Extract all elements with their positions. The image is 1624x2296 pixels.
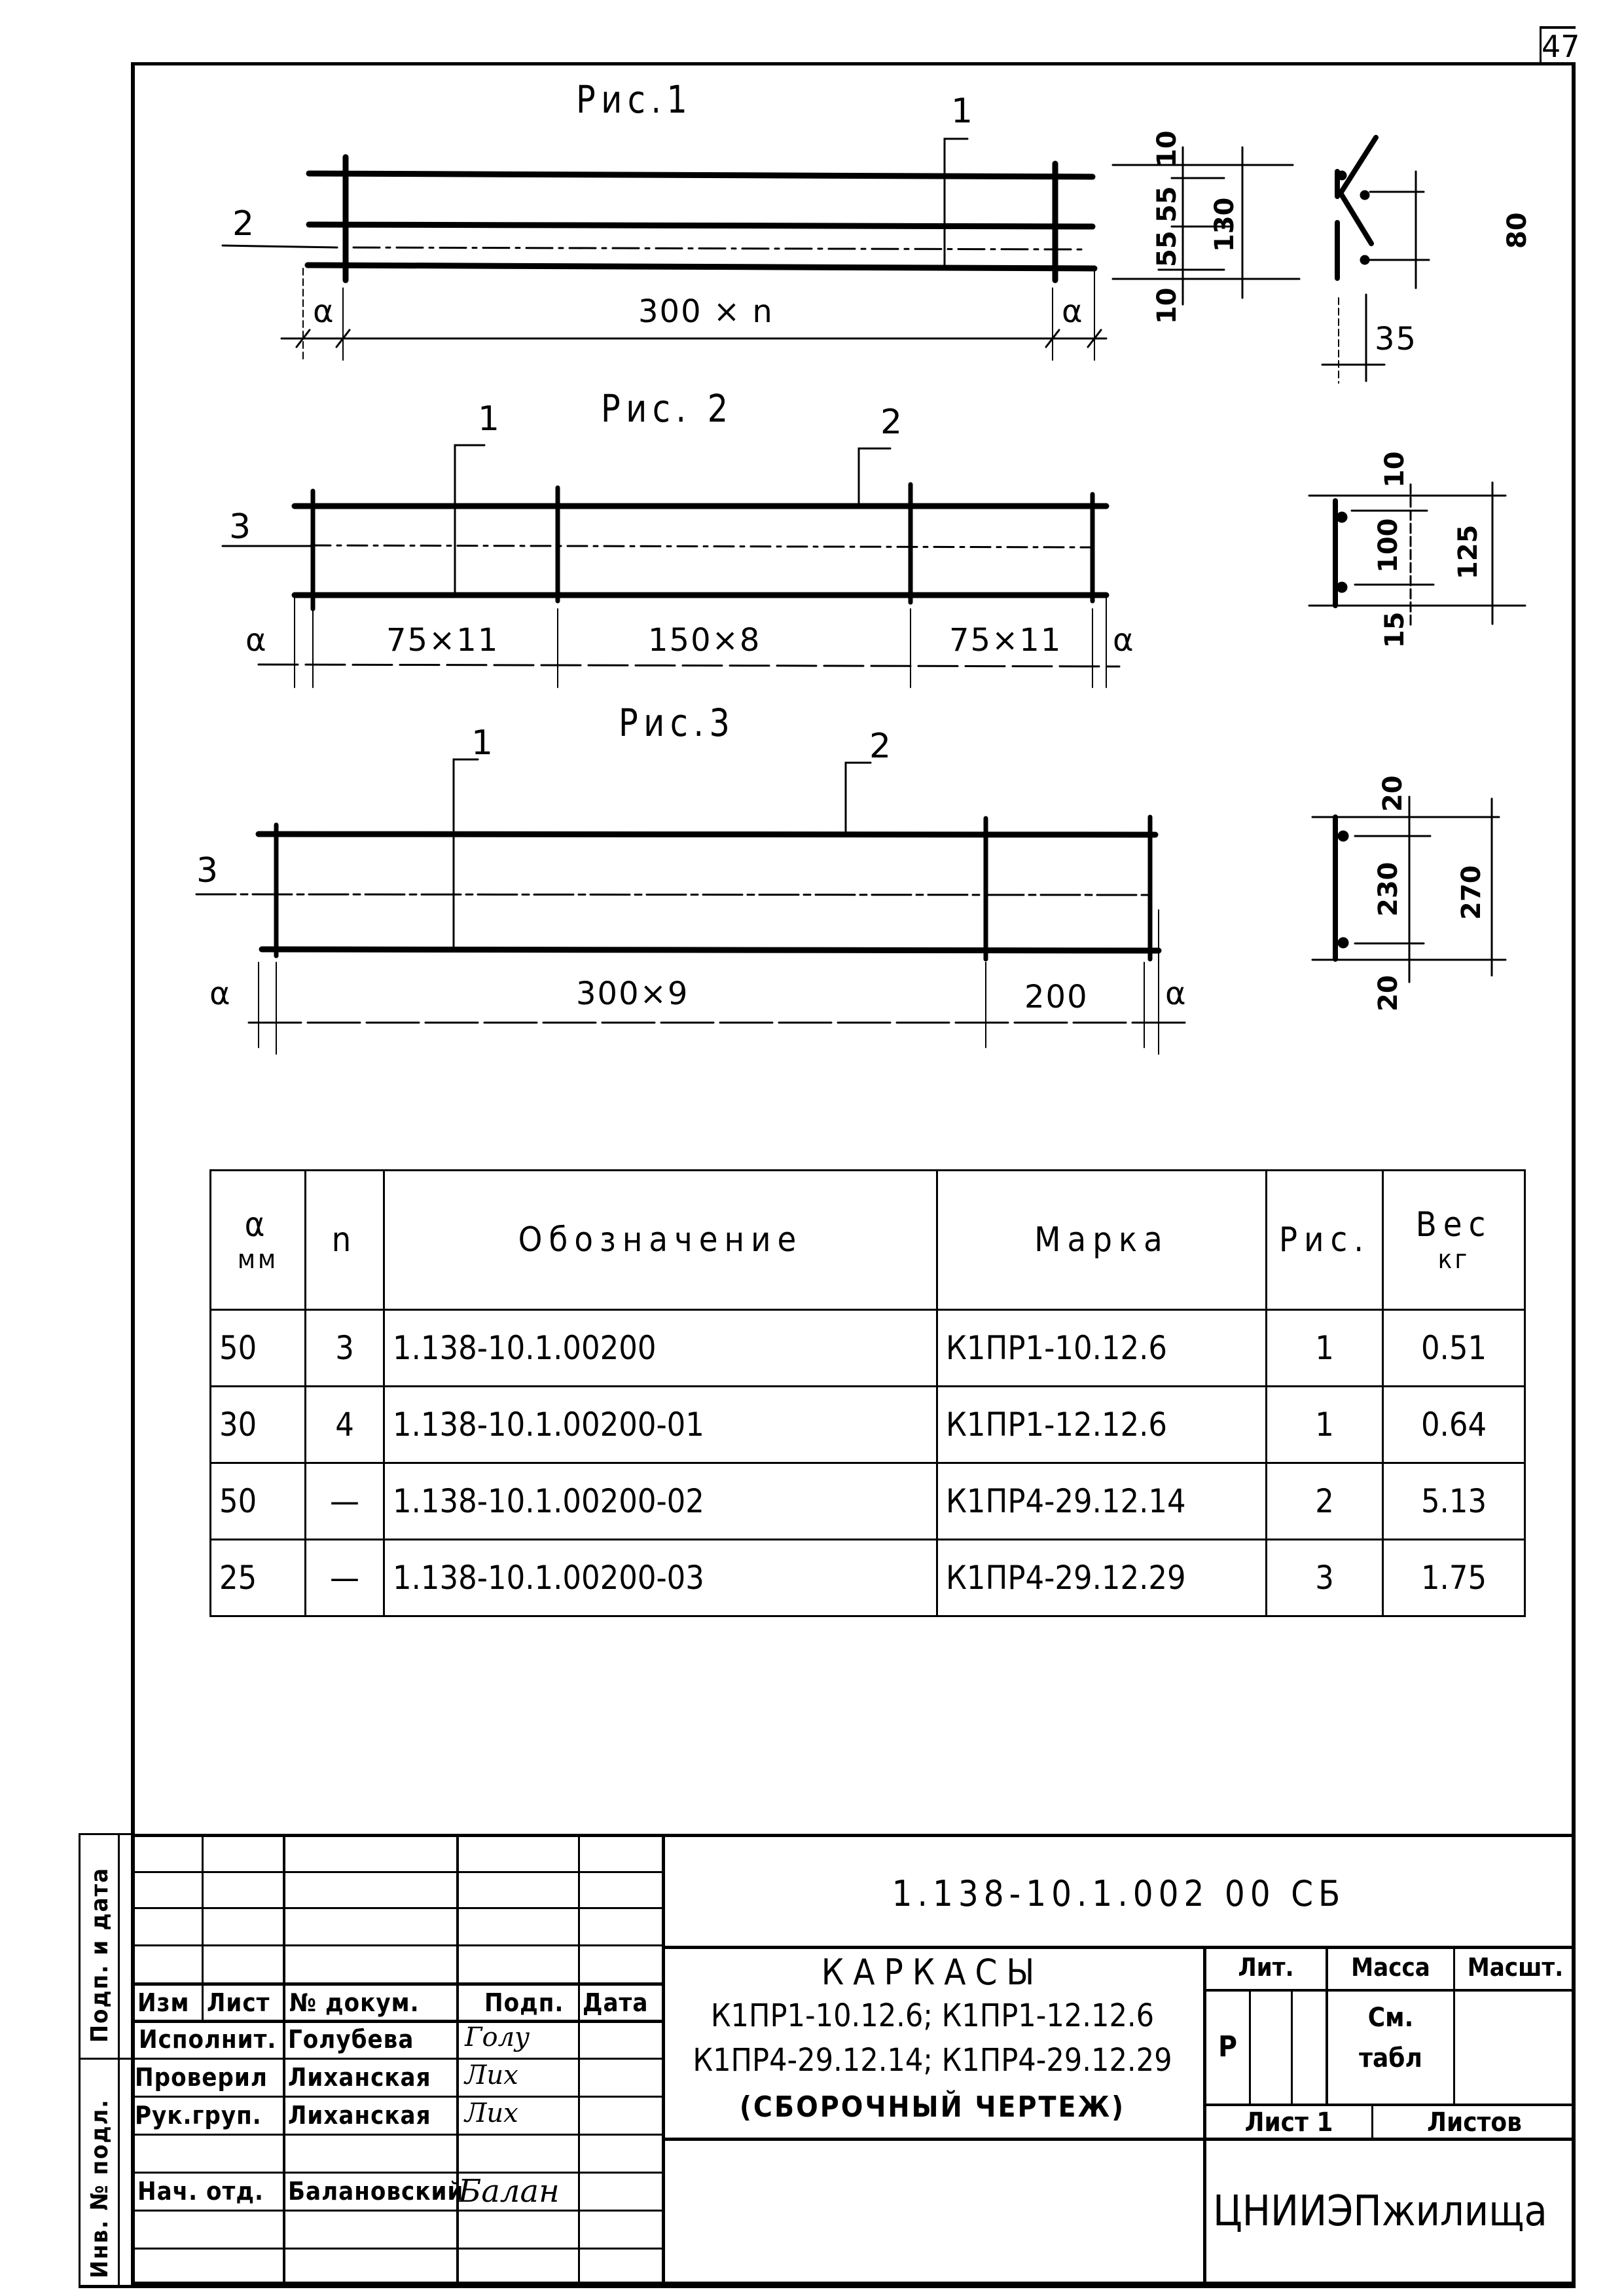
- page-number: 47: [1540, 26, 1576, 64]
- role-checker: Проверил: [135, 2063, 268, 2092]
- title-line-2: К1ПР4-29.12.14; К1ПР4-29.12.29: [693, 2042, 1172, 2079]
- fig2-end-dim-right: α: [1113, 622, 1135, 659]
- name-group-lead: Лиханская: [288, 2101, 431, 2130]
- fig3-end-dim-left: α: [209, 975, 232, 1012]
- fig1-dim-b: 55: [1152, 230, 1182, 267]
- cell-mark: К1ПР4-29.12.29: [937, 1540, 1267, 1616]
- fig3-dim-1: 300×9: [576, 975, 689, 1012]
- header-izm: Изм: [137, 1988, 190, 2017]
- margin-inv-no: Инв. № подл.: [86, 2098, 113, 2278]
- fig1-end-dim-right: α: [1062, 293, 1084, 330]
- cell-mark: К1ПР1-10.12.6: [937, 1310, 1267, 1387]
- fig2-end-dim-left: α: [245, 622, 268, 659]
- header-list: Лист: [207, 1988, 270, 2017]
- fig1-dim-a: 55: [1152, 186, 1182, 223]
- spec-table-header: [211, 1171, 1525, 1310]
- header-n: n: [306, 1171, 384, 1310]
- cell-n: 4: [306, 1387, 384, 1463]
- cell-fig: 2: [1267, 1463, 1383, 1540]
- fig1-angle-height: 80: [1502, 212, 1532, 249]
- cell-fig: 1: [1267, 1310, 1383, 1387]
- fig2-section: [1309, 483, 1525, 629]
- fig2-dim-3: 75×11: [949, 622, 1062, 659]
- signature-group-lead: Лих: [465, 2098, 518, 2128]
- mass-value-line-1: См.: [1367, 2003, 1414, 2033]
- fig2-dim-total: 125: [1453, 524, 1483, 579]
- role-executor: Исполнит.: [139, 2025, 277, 2054]
- title-line-3: (СБОРОЧНЫЙ ЧЕРТЕЖ): [739, 2090, 1126, 2124]
- cell-weight: 0.51: [1383, 1310, 1525, 1387]
- bottom-border: [79, 2285, 1576, 2288]
- signature-dept-head: Балан: [458, 2173, 560, 2210]
- fig1-end-dim-left: α: [313, 293, 335, 330]
- header-a: α мм: [211, 1171, 306, 1310]
- fig3-dim-2: 200: [1024, 979, 1089, 1015]
- organization-name: ЦНИИЭПжилища: [1213, 2187, 1547, 2236]
- cell-a: 25: [211, 1540, 306, 1616]
- fig3-dim-mid: 230: [1373, 862, 1403, 917]
- header-sign: Подп.: [484, 1988, 564, 2017]
- header-fig: Рис.: [1267, 1171, 1383, 1310]
- fig3-callout-3: 3: [196, 851, 219, 890]
- cell-designation: 1.138-10.1.00200-02: [384, 1463, 937, 1540]
- fig2-title: Рис. 2: [601, 386, 734, 431]
- sheet-label: Лист 1: [1244, 2107, 1333, 2138]
- sheets-label: Листов: [1427, 2107, 1522, 2138]
- mass-label: Масса: [1351, 1953, 1430, 1982]
- cell-weight: 1.75: [1383, 1540, 1525, 1616]
- cell-n: —: [306, 1463, 384, 1540]
- fig2-dim-mid: 100: [1373, 518, 1403, 573]
- title-block: [131, 1834, 1576, 2285]
- cell-n: —: [306, 1540, 384, 1616]
- cell-a: 30: [211, 1387, 306, 1463]
- signature-executor: Голу: [465, 2022, 530, 2052]
- lit-label: Лит.: [1238, 1953, 1294, 1982]
- fig3-callout-2: 2: [869, 727, 892, 766]
- fig3-end-dim-right: α: [1165, 975, 1187, 1012]
- cell-weight: 5.13: [1383, 1463, 1525, 1540]
- fig3-title: Рис.3: [619, 701, 736, 745]
- cell-weight: 0.64: [1383, 1387, 1525, 1463]
- header-weight: Вес кг: [1383, 1171, 1525, 1310]
- spec-table: [209, 1169, 1526, 1617]
- lit-value: Р: [1218, 2030, 1237, 2064]
- fig2-dim-1: 75×11: [386, 622, 499, 659]
- document-code: 1.138-10.1.002 00 СБ: [892, 1873, 1346, 1914]
- fig1-dim-top: 10: [1152, 130, 1182, 167]
- fig1-callout-2: 2: [232, 204, 255, 244]
- name-checker: Лиханская: [288, 2063, 431, 2092]
- fig2-callout-1: 1: [478, 399, 500, 439]
- fig1-length-dim: 300 × n: [638, 293, 774, 330]
- signature-checker: Лих: [465, 2060, 518, 2090]
- title-main: КАРКАСЫ: [821, 1952, 1044, 1993]
- cell-designation: 1.138-10.1.00200-01: [384, 1387, 937, 1463]
- fig1-dim-total: 130: [1210, 197, 1240, 252]
- fig1-title: Рис.1: [576, 77, 693, 122]
- cell-mark: К1ПР4-29.12.14: [937, 1463, 1267, 1540]
- cell-designation: 1.138-10.1.00200-03: [384, 1540, 937, 1616]
- fig2-dim-2: 150×8: [648, 622, 761, 659]
- table-row: [211, 1387, 1525, 1463]
- margin-stamp: [79, 1820, 131, 2285]
- cell-mark: К1ПР1-12.12.6: [937, 1387, 1267, 1463]
- fig3-callout-1: 1: [471, 723, 494, 763]
- role-group-lead: Рук.груп.: [135, 2101, 262, 2130]
- name-dept-head: Балановский: [288, 2177, 464, 2206]
- margin-sign-date: Подп. и дата: [86, 1867, 113, 2043]
- cell-a: 50: [211, 1463, 306, 1540]
- fig2-callout-2: 2: [880, 403, 903, 442]
- header-doc-no: № докум.: [289, 1988, 420, 2017]
- table-row: [211, 1540, 1525, 1616]
- fig3-dim-bottom: 20: [1373, 975, 1403, 1011]
- cell-fig: 1: [1267, 1387, 1383, 1463]
- role-dept-head: Нач. отд.: [137, 2177, 264, 2206]
- fig3-dim-total: 270: [1456, 865, 1487, 920]
- fig1-angle-width: 35: [1375, 321, 1418, 357]
- fig1-callout-1: 1: [951, 92, 973, 131]
- header-designation: Обозначение: [384, 1171, 937, 1310]
- revision-grid: [131, 1834, 662, 2285]
- cell-designation: 1.138-10.1.00200: [384, 1310, 937, 1387]
- cell-fig: 3: [1267, 1540, 1383, 1616]
- title-line-1: К1ПР1-10.12.6; К1ПР1-12.12.6: [710, 1997, 1155, 2034]
- fig3-dim-top: 20: [1378, 775, 1408, 812]
- name-executor: Голубева: [288, 2025, 414, 2054]
- fig1-section-dims: [1113, 147, 1299, 304]
- table-row: [211, 1463, 1525, 1540]
- cell-n: 3: [306, 1310, 384, 1387]
- fig2-dim-bottom: 15: [1380, 611, 1410, 648]
- fig1-dim-bottom: 10: [1152, 287, 1182, 324]
- mass-value-line-2: табл: [1359, 2043, 1422, 2073]
- fig2-dim-top: 10: [1380, 451, 1410, 488]
- scale-label: Масшт.: [1467, 1953, 1564, 1982]
- cell-a: 50: [211, 1310, 306, 1387]
- header-date: Дата: [583, 1988, 649, 2017]
- header-mark: Марка: [937, 1171, 1267, 1310]
- table-row: [211, 1310, 1525, 1387]
- fig2-callout-3: 3: [229, 507, 251, 547]
